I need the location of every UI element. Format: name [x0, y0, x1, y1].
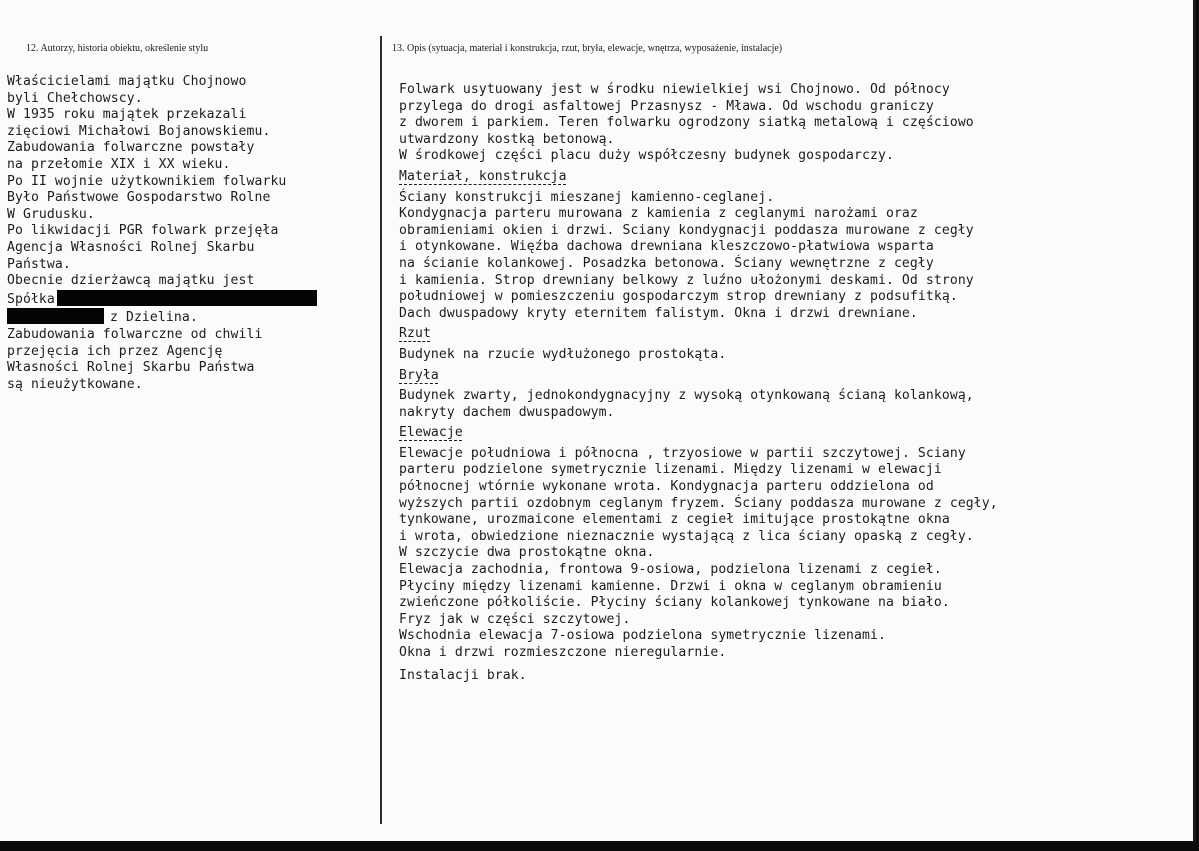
elewacje-line: Elewacja zachodnia, frontowa 9-osiowa, podzielona lizenami z cegieł.: [399, 562, 942, 578]
section-heading-material: Materiał, konstrukcja: [399, 168, 567, 184]
material-line: i kamienia. Strop drewniany belkowy z luźno ułożonymi deskami. Od strony: [399, 272, 974, 288]
material-line: na ścianie kolankowej. Posadzka betonowa. Ściany wewnętrzne z cegły: [399, 255, 934, 271]
material-line: Ściany konstrukcji mieszanej kamienno-ceglanej.: [399, 189, 775, 205]
history-line: Agencja Własności Rolnej Skarbu: [7, 239, 255, 255]
elewacje-line: Wschodnia elewacja 7-osiowa podzielona symetrycznie lizenami.: [399, 628, 886, 644]
history-line: Własności Rolnej Skarbu Państwa: [7, 360, 255, 376]
bryla-line: nakryty dachem dwuspadowym.: [399, 404, 615, 420]
description-text-block: [399, 82, 998, 684]
history-line: Po II wojnie użytkownikiem folwarku: [7, 173, 287, 189]
elewacje-line: W szczycie dwa prostokątne okna.: [399, 545, 655, 561]
material-line: obramieniami okien i drzwi. Sciany kondygnacji poddasza murowane z cegły: [399, 222, 974, 238]
bryla-line: Budynek zwarty, jednokondygnacyjny z wysoką otynkowaną ścianą kolankową,: [399, 388, 974, 404]
material-line: Kondygnacja parteru murowana z kamienia z ceglanymi narożami oraz: [399, 206, 918, 222]
elewacje-line: tynkowane, urozmaicone elementami z cegieł imitujące prostokątne okna: [399, 512, 950, 528]
dzielina-text: z Dzielina.: [110, 310, 198, 326]
elewacje-line: Płyciny między lizenami kamienne. Drzwi i okna w ceglanym obramieniu: [399, 578, 942, 594]
redaction-bar: [57, 290, 317, 306]
history-line: W Grudusku.: [7, 206, 95, 222]
right-column-header: 13. Opis (sytuacja, materiał i konstrukcja, rzut, bryła, elewacje, wnętrza, wyposażenie, instalacje): [392, 43, 783, 54]
instalacje-line: Instalacji brak.: [399, 667, 527, 683]
spolka-text: Spółka: [7, 291, 55, 307]
intro-line: utwardzony kostką betonową.: [399, 131, 615, 147]
intro-line: przylega do drogi asfaltowej Przasnysz - Mława. Od wschodu graniczy: [399, 98, 934, 114]
rzut-line: Budynek na rzucie wydłużonego prostokąta.: [399, 346, 727, 362]
material-line: południowej w pomieszczeniu gospodarczym strop drewniany z podsufitką.: [399, 289, 958, 305]
section-heading-bryla: Bryła: [399, 367, 439, 383]
history-line: Zabudowania folwarczne od chwili: [7, 326, 263, 342]
history-text-block: [7, 74, 317, 393]
column-divider: [380, 36, 382, 824]
history-line: Po likwidacji PGR folwark przejęła: [7, 223, 279, 239]
history-line: Obecnie dzierżawcą majątku jest: [7, 273, 255, 289]
intro-line: W środkowej części placu duży współczesny budynek gospodarczy.: [399, 148, 894, 164]
history-line: na przełomie XIX i XX wieku.: [7, 156, 231, 172]
section-heading-elewacje: Elewacje: [399, 425, 463, 441]
history-line: Zabudowania folwarczne powstały: [7, 140, 255, 156]
elewacje-line: i wrota, obwiedzione nieznacznie wystającą z lica ściany opaską z cegły.: [399, 528, 974, 544]
history-line: są nieużytkowane.: [7, 376, 143, 392]
elewacje-line: zwieńczone półkoliście. Płyciny ściany kolankowej tynkowane na biało.: [399, 595, 950, 611]
section-heading-rzut: Rzut: [399, 326, 431, 342]
elewacje-line: Elewacje południowa i północna , trzyosiowe w partii szczytowej. Sciany: [399, 445, 966, 461]
history-line: Państwa.: [7, 256, 71, 272]
material-line: i otynkowane. Więźba dachowa drewniana kleszczowo-płatwiowa wsparta: [399, 239, 934, 255]
history-line: Właścicielami majątku Chojnowo: [7, 74, 247, 89]
intro-line: Folwark usytuowany jest w środku niewielkiej wsi Chojnowo. Od północy: [399, 82, 950, 97]
left-column-header: 12. Autorzy, historia obiektu, określenie stylu: [26, 43, 209, 54]
redaction-bar: [7, 308, 104, 324]
elewacje-line: parteru podzielone symetrycznie lizenami. Między lizenami w elewacji: [399, 462, 942, 478]
history-line: Było Państwowe Gospodarstwo Rolne: [7, 190, 271, 206]
elewacje-line: północnej wtórnie wykonane wrota. Kondygnacja parteru oddzielona od: [399, 479, 934, 495]
history-line: przejęcia ich przez Agencję: [7, 343, 223, 359]
intro-line: z dworem i parkiem. Teren folwarku ogrodzony siatką metalową i częściowo: [399, 115, 974, 131]
history-line: byli Chełchowscy.: [7, 90, 143, 106]
history-line-redacted: [7, 308, 317, 327]
elewacje-line: Fryz jak w części szczytowej.: [399, 611, 631, 627]
history-line: W 1935 roku majątek przekazali: [7, 107, 247, 123]
history-line: zięciowi Michałowi Bojanowskiemu.: [7, 123, 271, 139]
history-line-redacted: [7, 290, 317, 309]
elewacje-line: wyższych partii ozdobnym ceglanym fryzem. Ściany poddasza murowane z cegły,: [399, 495, 998, 511]
material-line: Dach dwuspadowy kryty eternitem falistym. Okna i drzwi drewniane.: [399, 305, 918, 321]
elewacje-line: Okna i drzwi rozmieszczone nieregularnie.: [399, 645, 727, 660]
